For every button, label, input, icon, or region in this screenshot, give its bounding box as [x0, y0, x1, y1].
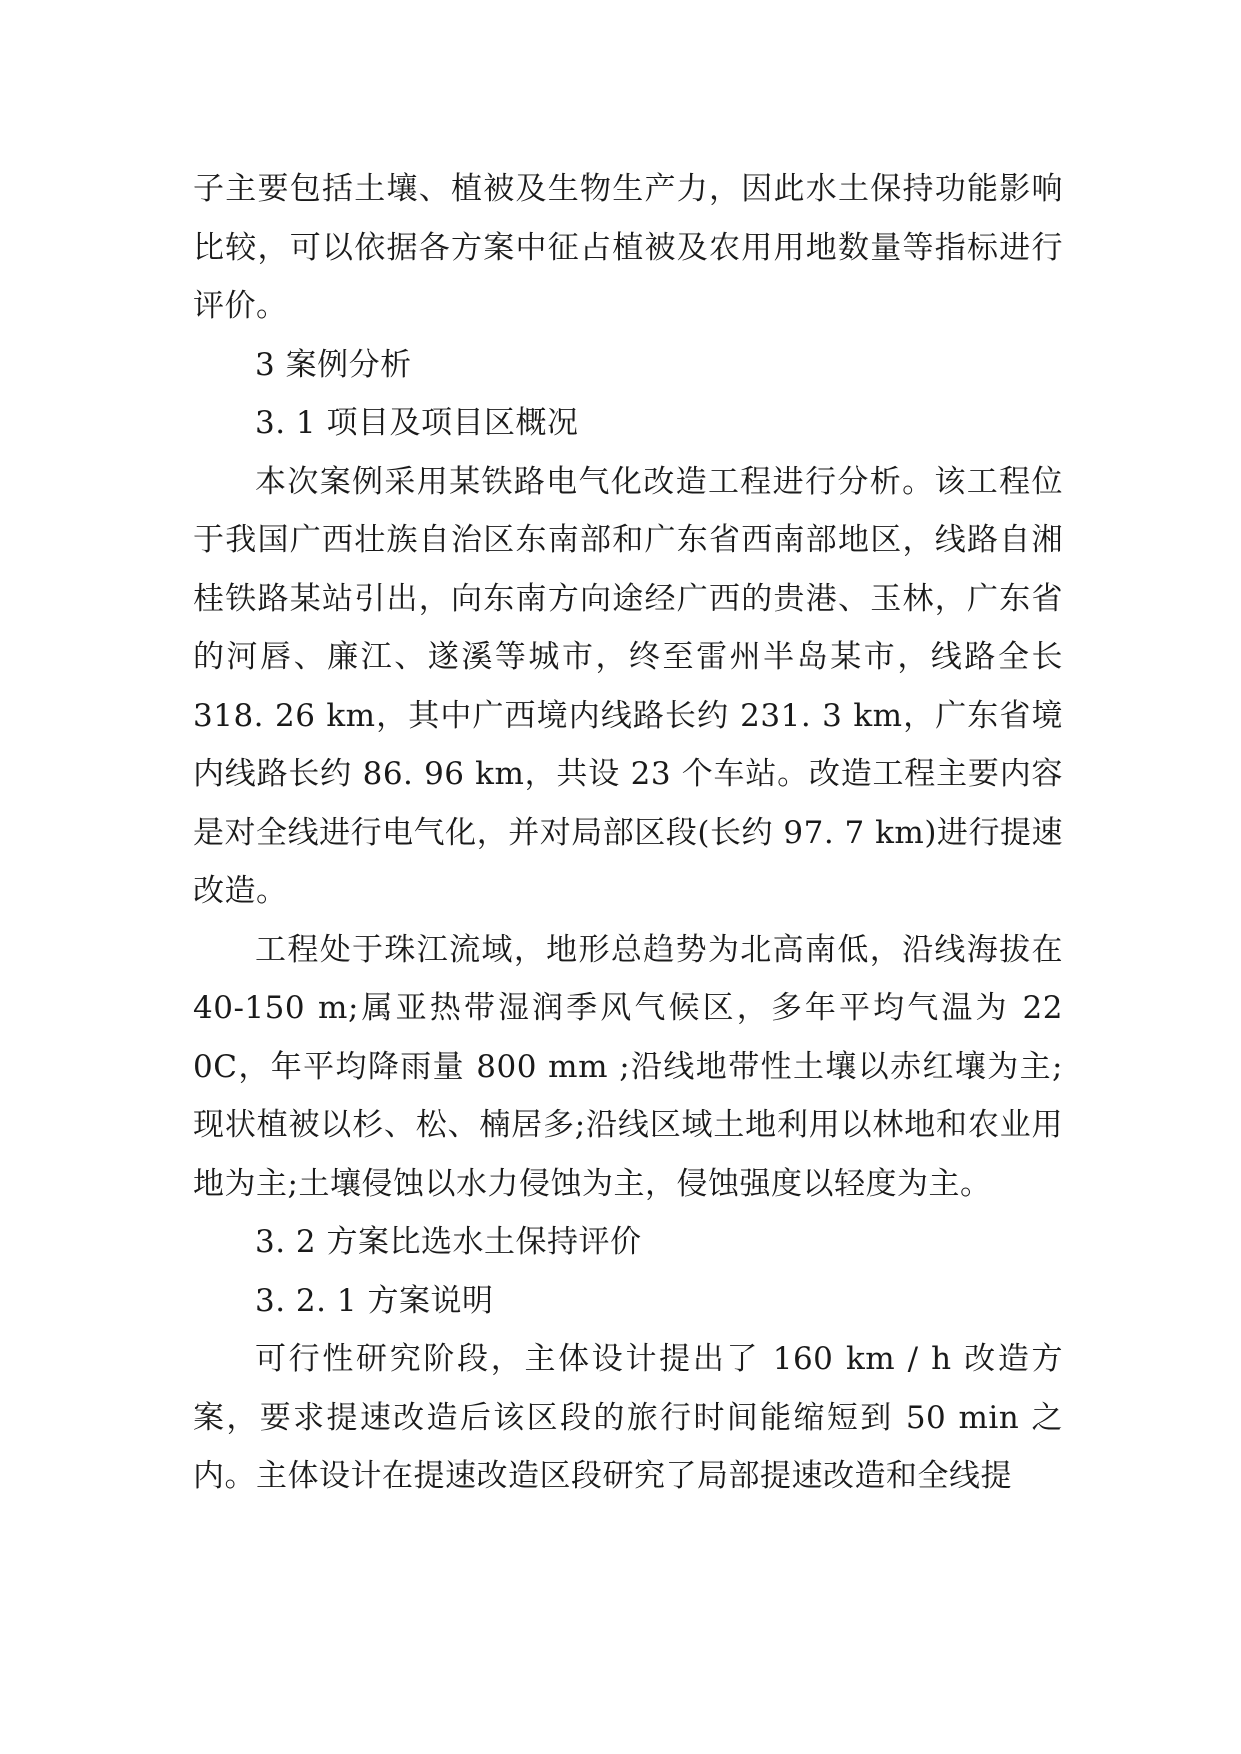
paragraph-project-area: 工程处于珠江流域，地形总趋势为北高南低，沿线海拔在 40-150 m;属亚热带湿润季风气候区，多年平均气温为 22 0C，年平均降雨量 800 mm ;沿线地带性土壤以赤红壤为主;现状植被以杉、松、楠居多;沿线区域土地利用以林地和农业用地为主;土壤侵蚀以水力侵蚀为主，侵蚀强度以轻度为主。 [193, 931, 1063, 1202]
section-heading: 3 案例分析 [255, 346, 412, 383]
subsection-heading: 3. 2 方案比选水土保持评价 [255, 1224, 642, 1260]
document-body [193, 160, 1063, 1506]
subsection-heading: 3. 1 项目及项目区概况 [255, 405, 579, 441]
paragraph-project-overview: 本次案例采用某铁路电气化改造工程进行分析。该工程位于我国广西壮族自治区东南部和广东省西南部地区，线路自湘桂铁路某站引出，向东南方向途经广西的贵港、玉林，广东省的河唇、廉江、遂溪等城市，终至雷州半岛某市，线路全长 318. 26 km，其中广西境内线路长约 231. 3 km，广东省境内线路长约 86. 96 km，共设 23 个车站。改造工程主要内容是对全线进行电气化，并对局部区段(长约 97. 7 km)进行提速改造。 [193, 463, 1063, 909]
paragraph-scheme-description: 可行性研究阶段，主体设计提出了 160 km / h 改造方案，要求提速改造后该区段的旅行时间能缩短到 50 min 之内。主体设计在提速改造区段研究了局部提速改造和全线提 [193, 1341, 1063, 1494]
paragraph-continuation: 子主要包括土壤、植被及生物生产力，因此水土保持功能影响比较，可以依据各方案中征占植被及农用用地数量等指标进行评价。 [193, 171, 1063, 324]
subsubsection-heading: 3. 2. 1 方案说明 [255, 1282, 494, 1319]
